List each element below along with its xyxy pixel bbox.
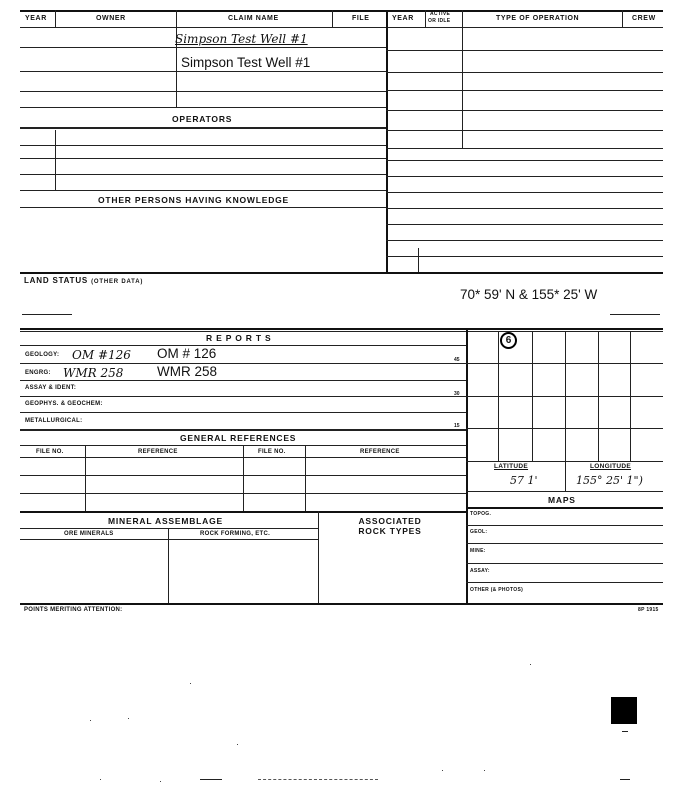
scan-speck xyxy=(160,781,161,782)
ref-line xyxy=(20,475,466,476)
latlong-bottom-line xyxy=(466,491,663,492)
coordinates-typed: 70* 59' N & 155* 25' W xyxy=(460,287,598,302)
header-or-idle: OR IDLE xyxy=(428,18,451,24)
form-line xyxy=(20,174,386,175)
engrg-label: ENGRG: xyxy=(25,370,51,376)
right-form-line xyxy=(386,176,663,177)
col-sep xyxy=(55,10,56,27)
bottom-border xyxy=(20,603,663,605)
right-form-line xyxy=(386,256,663,257)
ref-file-no-2: FILE NO. xyxy=(258,449,286,455)
form-line xyxy=(20,190,386,191)
maps-mine: MINE: xyxy=(470,548,486,554)
number-15: 15 xyxy=(454,423,460,429)
form-line xyxy=(20,107,386,108)
associated-rock-types-heading: ASSOCIATED ROCK TYPES xyxy=(358,516,422,536)
mineral-header-line xyxy=(20,539,318,540)
reports-line xyxy=(20,429,466,431)
maps-line xyxy=(466,525,663,526)
scan-speck xyxy=(128,718,129,719)
scan-speck xyxy=(530,664,531,665)
grid-h xyxy=(466,428,663,429)
col-sep xyxy=(332,10,333,27)
scan-speck xyxy=(90,720,91,721)
ref-bottom-line xyxy=(20,511,466,513)
circled-number-text: 6 xyxy=(505,335,512,346)
maps-topog: TOPOG. xyxy=(470,511,492,517)
land-status-heading xyxy=(24,276,143,285)
header-active: ACTIVE xyxy=(430,11,451,17)
reports-line xyxy=(20,380,466,381)
ref-reference-2: REFERENCE xyxy=(360,449,400,455)
scan-stroke xyxy=(622,731,628,732)
right-form-line xyxy=(386,160,663,161)
col-sep xyxy=(176,10,177,27)
right-form-line xyxy=(386,110,663,111)
right-form-line xyxy=(386,90,663,91)
right-divider-2 xyxy=(418,248,419,272)
maps-line xyxy=(466,563,663,564)
grid-h xyxy=(466,396,663,397)
right-form-line xyxy=(386,148,663,149)
scan-speck xyxy=(190,683,191,684)
maps-header-line xyxy=(466,507,663,509)
geophys-label: GEOPHYS. & GEOCHEM: xyxy=(25,401,103,407)
maps-other: OTHER (& PHOTOS) xyxy=(470,587,524,593)
rock-forming-label: ROCK FORMING, ETC. xyxy=(200,531,271,537)
geology-typed: OM # 126 xyxy=(157,346,217,361)
form-code: 8P 1915 xyxy=(638,607,659,613)
header-type-of-operation: TYPE OF OPERATION xyxy=(496,15,580,22)
ore-minerals-label: ORE MINERALS xyxy=(64,531,114,537)
claim-name-handwritten: Simpson Test Well #1 xyxy=(175,32,308,46)
number-45: 45 xyxy=(454,357,460,363)
scan-speck xyxy=(237,744,238,745)
header-file: FILE xyxy=(352,15,370,22)
land-status-stroke xyxy=(22,314,72,315)
mineral-assemblage-heading: MINERAL ASSEMBLAGE xyxy=(108,516,223,526)
header-year: YEAR xyxy=(25,15,47,22)
scan-stroke xyxy=(258,779,378,780)
reports-line xyxy=(20,412,466,413)
assay-label: ASSAY & IDENT: xyxy=(25,385,77,391)
operators-heading: OPERATORS xyxy=(172,114,233,124)
header-crew: CREW xyxy=(632,15,656,22)
other-persons-heading: OTHER PERSONS HAVING KNOWLEDGE xyxy=(98,195,290,205)
scan-stroke xyxy=(620,779,630,780)
header-claim-name: CLAIM NAME xyxy=(228,15,279,22)
land-status-label: LAND STATUS xyxy=(24,276,89,285)
claim-name-typed: Simpson Test Well #1 xyxy=(181,55,311,70)
form-line xyxy=(20,158,386,159)
maps-line xyxy=(466,582,663,583)
reports-heading: R E P O R T S xyxy=(206,333,272,343)
latlong-divider xyxy=(565,461,566,491)
scan-stroke xyxy=(200,779,222,780)
engrg-typed: WMR 258 xyxy=(157,364,218,379)
right-form-line xyxy=(386,224,663,225)
scan-speck xyxy=(442,770,443,771)
reports-line xyxy=(20,363,466,364)
right-form-line xyxy=(386,130,663,131)
land-status-top-line xyxy=(20,272,663,274)
land-status-stroke xyxy=(610,314,660,315)
ref-reference-1: REFERENCE xyxy=(138,449,178,455)
header-year-2: YEAR xyxy=(392,15,414,22)
col-sep xyxy=(425,10,426,27)
grid-h xyxy=(466,363,663,364)
ref-divider xyxy=(243,445,244,511)
ref-divider xyxy=(85,445,86,511)
operators-line xyxy=(20,127,386,129)
form-line xyxy=(20,91,386,92)
reports-top-line-2 xyxy=(20,331,663,332)
black-square-mark xyxy=(611,697,637,724)
metallurgical-label: METALLURGICAL: xyxy=(25,418,83,424)
col-sep xyxy=(622,10,623,27)
maps-line xyxy=(466,543,663,544)
mineral-divider xyxy=(318,511,319,603)
form-line xyxy=(20,145,386,146)
latitude-handwritten: 57 1' xyxy=(510,474,538,487)
maps-assay: ASSAY: xyxy=(470,568,490,574)
mineral-col-divider xyxy=(168,528,169,603)
scan-speck xyxy=(484,770,485,771)
general-references-heading: GENERAL REFERENCES xyxy=(180,433,297,443)
col-sep xyxy=(462,10,463,27)
right-form-line xyxy=(386,50,663,51)
longitude-label: LONGITUDE xyxy=(590,463,631,470)
maps-geol: GEOL: xyxy=(470,529,488,535)
reports-top-line xyxy=(20,328,663,330)
ref-file-no-1: FILE NO. xyxy=(36,449,64,455)
number-30: 30 xyxy=(454,391,460,397)
form-line xyxy=(20,71,386,72)
geology-handwritten: OM #126 xyxy=(72,348,131,362)
reports-header-line xyxy=(20,345,466,346)
reports-line xyxy=(20,396,466,397)
longitude-handwritten: 155° 25' 1") xyxy=(576,474,643,487)
geology-label: GEOLOGY: xyxy=(25,352,60,358)
other-persons-line xyxy=(20,207,386,208)
engrg-handwritten: WMR 258 xyxy=(63,366,124,380)
header-bottom-line xyxy=(20,27,663,28)
right-form-line xyxy=(386,240,663,241)
mineral-sub-line xyxy=(20,528,318,529)
land-status-sub: (OTHER DATA) xyxy=(91,279,144,285)
right-form-line xyxy=(386,72,663,73)
right-form-line xyxy=(386,192,663,193)
circled-number xyxy=(500,332,517,349)
form-line xyxy=(20,47,386,48)
right-form-line xyxy=(386,208,663,209)
ref-line xyxy=(20,493,466,494)
points-meriting-label: POINTS MERITING ATTENTION: xyxy=(24,607,123,613)
maps-heading: MAPS xyxy=(548,495,576,505)
top-border xyxy=(20,10,663,12)
scan-speck xyxy=(100,779,101,780)
header-owner: OWNER xyxy=(96,15,126,22)
latitude-label: LATITUDE xyxy=(494,463,529,470)
left-owner-divider xyxy=(55,130,56,190)
ref-divider xyxy=(305,445,306,511)
